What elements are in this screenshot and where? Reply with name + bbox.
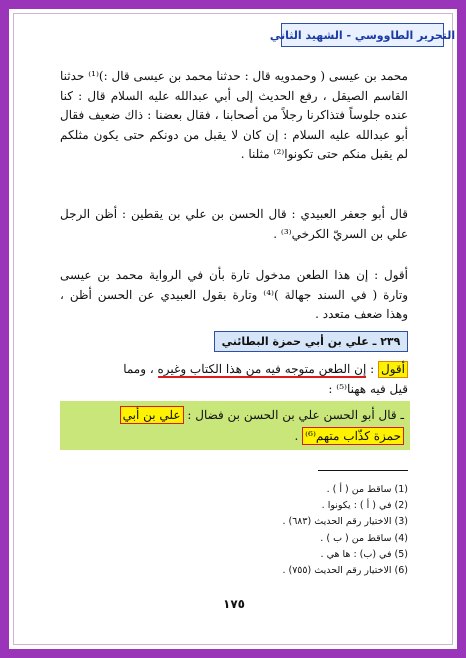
footnotes — [194, 482, 408, 579]
paragraph-1: محمد بن عيسى ( وحمدويه قال : حدثنا محمد بن عيسى قال :)⁽¹⁾ حدثنا القاسم الصيقل ، رفع الحديث إلى أبي عبدالله عليه السلام قال : كنا عنده جلوساً فتذاكرنا رجلاً من أصحابنا ، فقال بعضنا : ذاك ضعيف فقال أبو عبدالله عليه السلام : إن كان لا يقبل من دونكم حتى يكون مثلكم لم يقبل منكم حتى تكونوا⁽²⁾ مثلنا . — [60, 69, 408, 161]
quote-line-1 — [120, 406, 404, 424]
footnote: (6) الاختيار رقم الحديث (٧٥٥) . — [282, 565, 408, 577]
section-heading — [214, 331, 408, 352]
entry-line-1 — [60, 360, 408, 380]
running-header — [269, 23, 456, 47]
quote-highlight-box — [60, 401, 410, 450]
footnote: (1) ساقط من ( أ ) . — [326, 484, 408, 495]
entry-underlined-text: إن الطعن متوجه فيه من هذا الكتاب وغيره — [157, 362, 367, 376]
header-title: التحرير الطاووسي - الشهيد الثاني — [269, 28, 456, 42]
footnote: (4) ساقط من ( ب ) . — [320, 532, 408, 544]
paragraph-3: أقول : إن هذا الطعن مدخول تارة بأن في الرواية محمد بن عيسى وتارة ( في السند جهالة )⁽⁴⁾ وتارة بقول العبيدي عن الحسن أظن ، وهذا ضعف متعدد . — [60, 268, 408, 321]
footnote: (5) في (ب) : ها هي . — [320, 548, 408, 560]
quote-text: ـ قال أبو الحسن علي بن الحسن بن فضال : — [183, 408, 404, 422]
footnote: (2) في ( أ ) : يكونوا . — [321, 500, 408, 512]
entry-colon: : — [366, 362, 378, 376]
verdict-highlight: حمزة كذّاب متهم⁽⁶⁾ — [302, 427, 404, 445]
entry-rest: ، ومما — [123, 362, 158, 376]
quote-line-2 — [295, 427, 404, 445]
entry-paragraph — [60, 360, 408, 399]
quote-end: . — [294, 429, 303, 443]
footnote-divider — [318, 470, 408, 471]
paragraph-2: قال أبو جعفر العبيدي : قال الحسن بن علي بن يقطين : أظن الرجل علي بن السريّ الكرخي⁽³⁾ . — [60, 207, 408, 241]
aqul-highlight: أقول — [378, 361, 408, 378]
section-title: ٢٣٩ ـ علي بن أبي حمزة البطائني — [221, 335, 401, 348]
entry-line-2: قيل فيه ههنا⁽⁵⁾ : — [328, 381, 408, 396]
name-highlight: علي بن أبي — [120, 406, 184, 424]
page-number: ١٧٥ — [223, 597, 245, 611]
document-page — [13, 13, 456, 645]
footnote: (3) الاختيار رقم الحديث (٦٨٣) . — [282, 516, 408, 528]
